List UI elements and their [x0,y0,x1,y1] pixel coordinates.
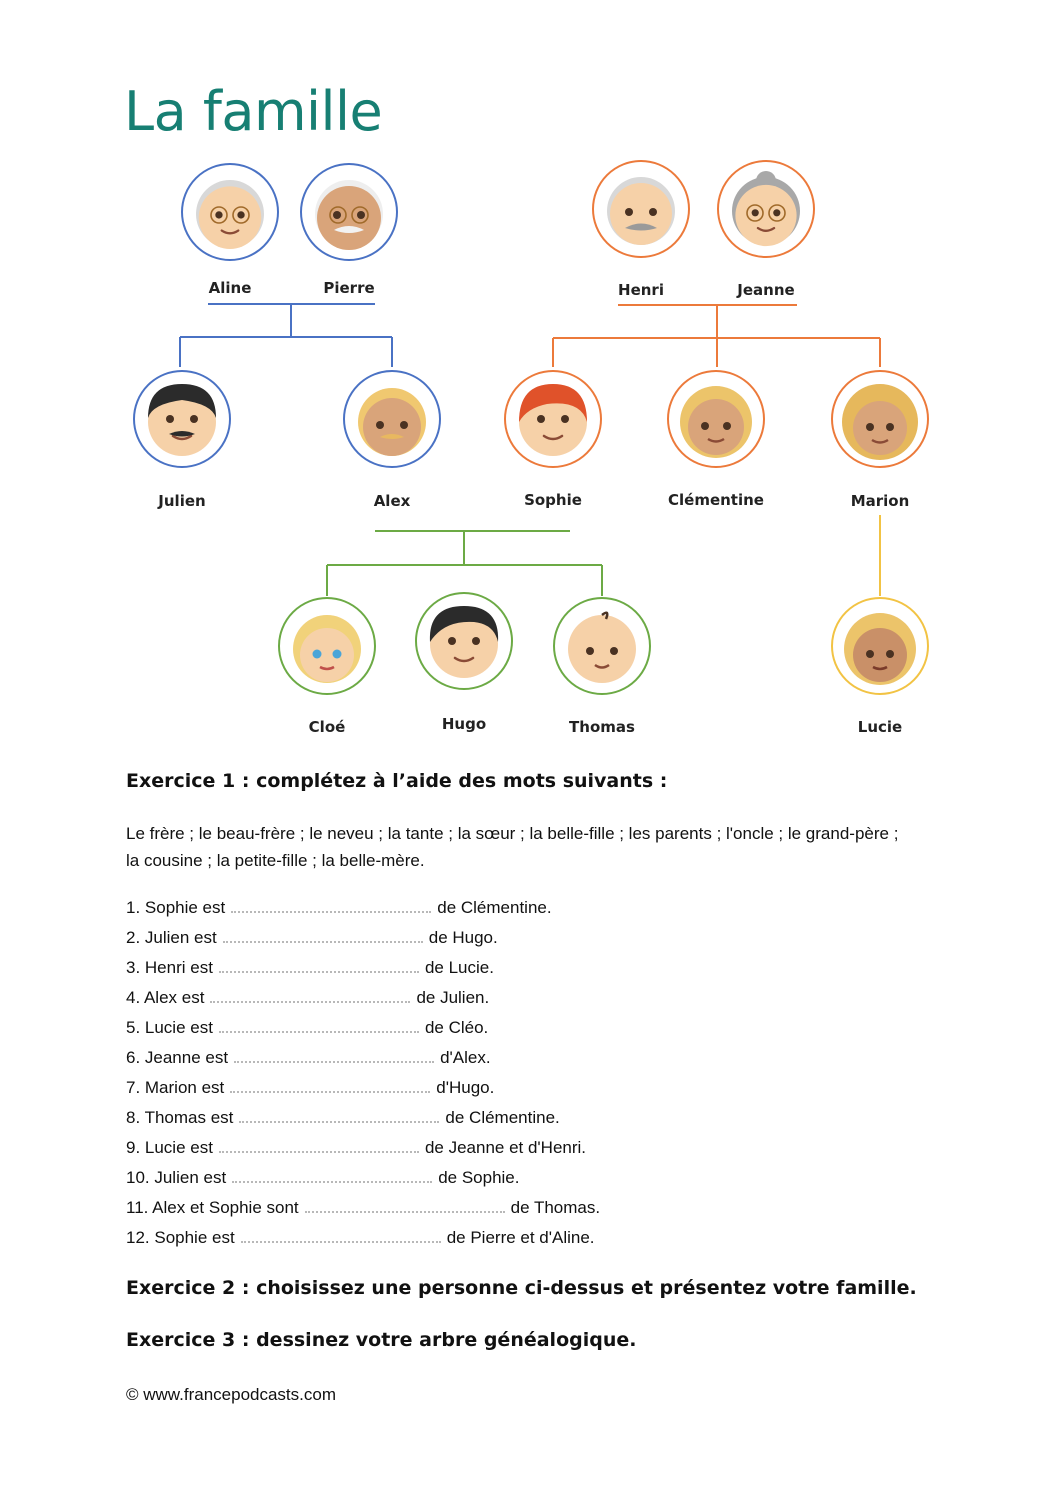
sentence-item [126,985,600,1015]
exercise1-sentences [126,895,600,1255]
name-aline: Aline [208,279,252,297]
person-jeanne [718,161,814,299]
sentence-item [126,1075,600,1105]
person-thomas [554,598,650,736]
grandfather-face-icon [607,177,675,245]
sentence-start: 8. Thomas est [126,1108,234,1127]
exercise1-title: Exercice 1 : complétez à l’aide des mots suivants : [126,770,668,792]
answer-blank[interactable] [219,1016,419,1033]
name-sophie: Sophie [524,491,582,509]
name-cloe: Cloé [308,718,346,736]
person-lucie [832,598,928,736]
answer-blank[interactable] [219,1136,419,1153]
answer-blank[interactable] [219,956,419,973]
answer-blank[interactable] [230,1076,430,1093]
answer-blank[interactable] [234,1046,434,1063]
name-thomas: Thomas [569,718,635,736]
sentence-end: de Cléo. [424,1018,489,1037]
person-hugo [416,593,512,733]
boy-face-icon [430,606,498,678]
person-cloe [279,598,375,736]
sentence-start: 4. Alex est [126,988,205,1007]
sentence-start: 2. Julien est [126,928,217,947]
sentence-item [126,1135,600,1165]
sentence-item [126,895,600,925]
name-pierre: Pierre [323,279,375,297]
sentence-start: 7. Marion est [126,1078,225,1097]
sentence-start: 6. Jeanne est [126,1048,229,1067]
branch-henri-jeanne [553,305,880,367]
sentence-end: de Clémentine. [445,1108,560,1127]
answer-blank[interactable] [239,1106,439,1123]
sentence-start: 9. Lucie est [126,1138,213,1157]
sentence-item [126,1105,600,1135]
name-henri: Henri [618,281,664,299]
answer-blank[interactable] [232,1166,432,1183]
sentence-item [126,1015,600,1045]
man-face-icon [358,388,426,456]
name-lucie: Lucie [857,718,903,736]
answer-blank[interactable] [210,986,410,1003]
person-julien [134,371,230,510]
answer-blank[interactable] [305,1196,505,1213]
sentence-start: 5. Lucie est [126,1018,213,1037]
exercise2-title: Exercice 2 : choisissez une personne ci-dessus et présentez votre famille. [126,1277,917,1299]
page-title: La famille [124,80,383,143]
sentence-end: de Julien. [416,988,490,1007]
person-clementine [668,371,764,509]
sentence-end: de Hugo. [428,928,498,947]
person-pierre [301,164,397,297]
woman-face-icon [680,386,752,458]
sentence-end: de Clémentine. [437,898,552,917]
girl-face-icon [293,615,361,683]
sentence-start: 3. Henri est [126,958,213,977]
sentence-end: d'Hugo. [436,1078,495,1097]
name-julien: Julien [158,492,206,510]
sentence-end: de Thomas. [510,1198,601,1217]
person-sophie [505,371,601,509]
name-hugo: Hugo [441,715,487,733]
sentence-start: 12. Sophie est [126,1228,235,1247]
sentence-start: 10. Julien est [126,1168,227,1187]
sentence-start: 1. Sophie est [126,898,226,917]
sentence-item [126,955,600,985]
word-bank: Le frère ; le beau-frère ; le neveu ; la tante ; la sœur ; la belle-fille ; les parents ; l'oncle ; le grand-père ; la cousine ; la petite-fille ; la belle-mère. [126,824,899,870]
sentence-end: d'Alex. [440,1048,491,1067]
woman-face-icon [519,384,587,456]
name-jeanne: Jeanne [737,281,795,299]
footer-copyright: © www.francepodcasts.com [126,1385,336,1404]
answer-blank[interactable] [231,896,431,913]
sentence-item [126,1165,600,1195]
name-marion: Marion [850,492,910,510]
sentence-end: de Lucie. [424,958,494,977]
sentence-end: de Pierre et d'Aline. [446,1228,595,1247]
name-alex: Alex [373,492,411,510]
sentence-item [126,1225,600,1255]
person-henri [593,161,689,299]
sentence-item [126,1195,600,1225]
sentence-start: 11. Alex et Sophie sont [126,1198,299,1217]
sentence-end: de Jeanne et d'Henri. [424,1138,587,1157]
answer-blank[interactable] [241,1226,441,1243]
branch-alex-sophie [327,531,602,596]
person-marion [832,371,928,510]
person-alex [344,371,440,510]
family-tree [0,150,1058,750]
woman-face-icon [842,384,918,460]
sentence-item [126,1045,600,1075]
person-aline [182,164,278,297]
sentence-item [126,925,600,955]
branch-aline-pierre [180,304,392,367]
name-clementine: Clémentine [668,491,764,509]
girl-face-icon [844,613,916,685]
answer-blank[interactable] [223,926,423,943]
exercise3-title: Exercice 3 : dessinez votre arbre généalogique. [126,1329,637,1351]
sentence-end: de Sophie. [438,1168,520,1187]
man-face-icon [148,384,216,456]
